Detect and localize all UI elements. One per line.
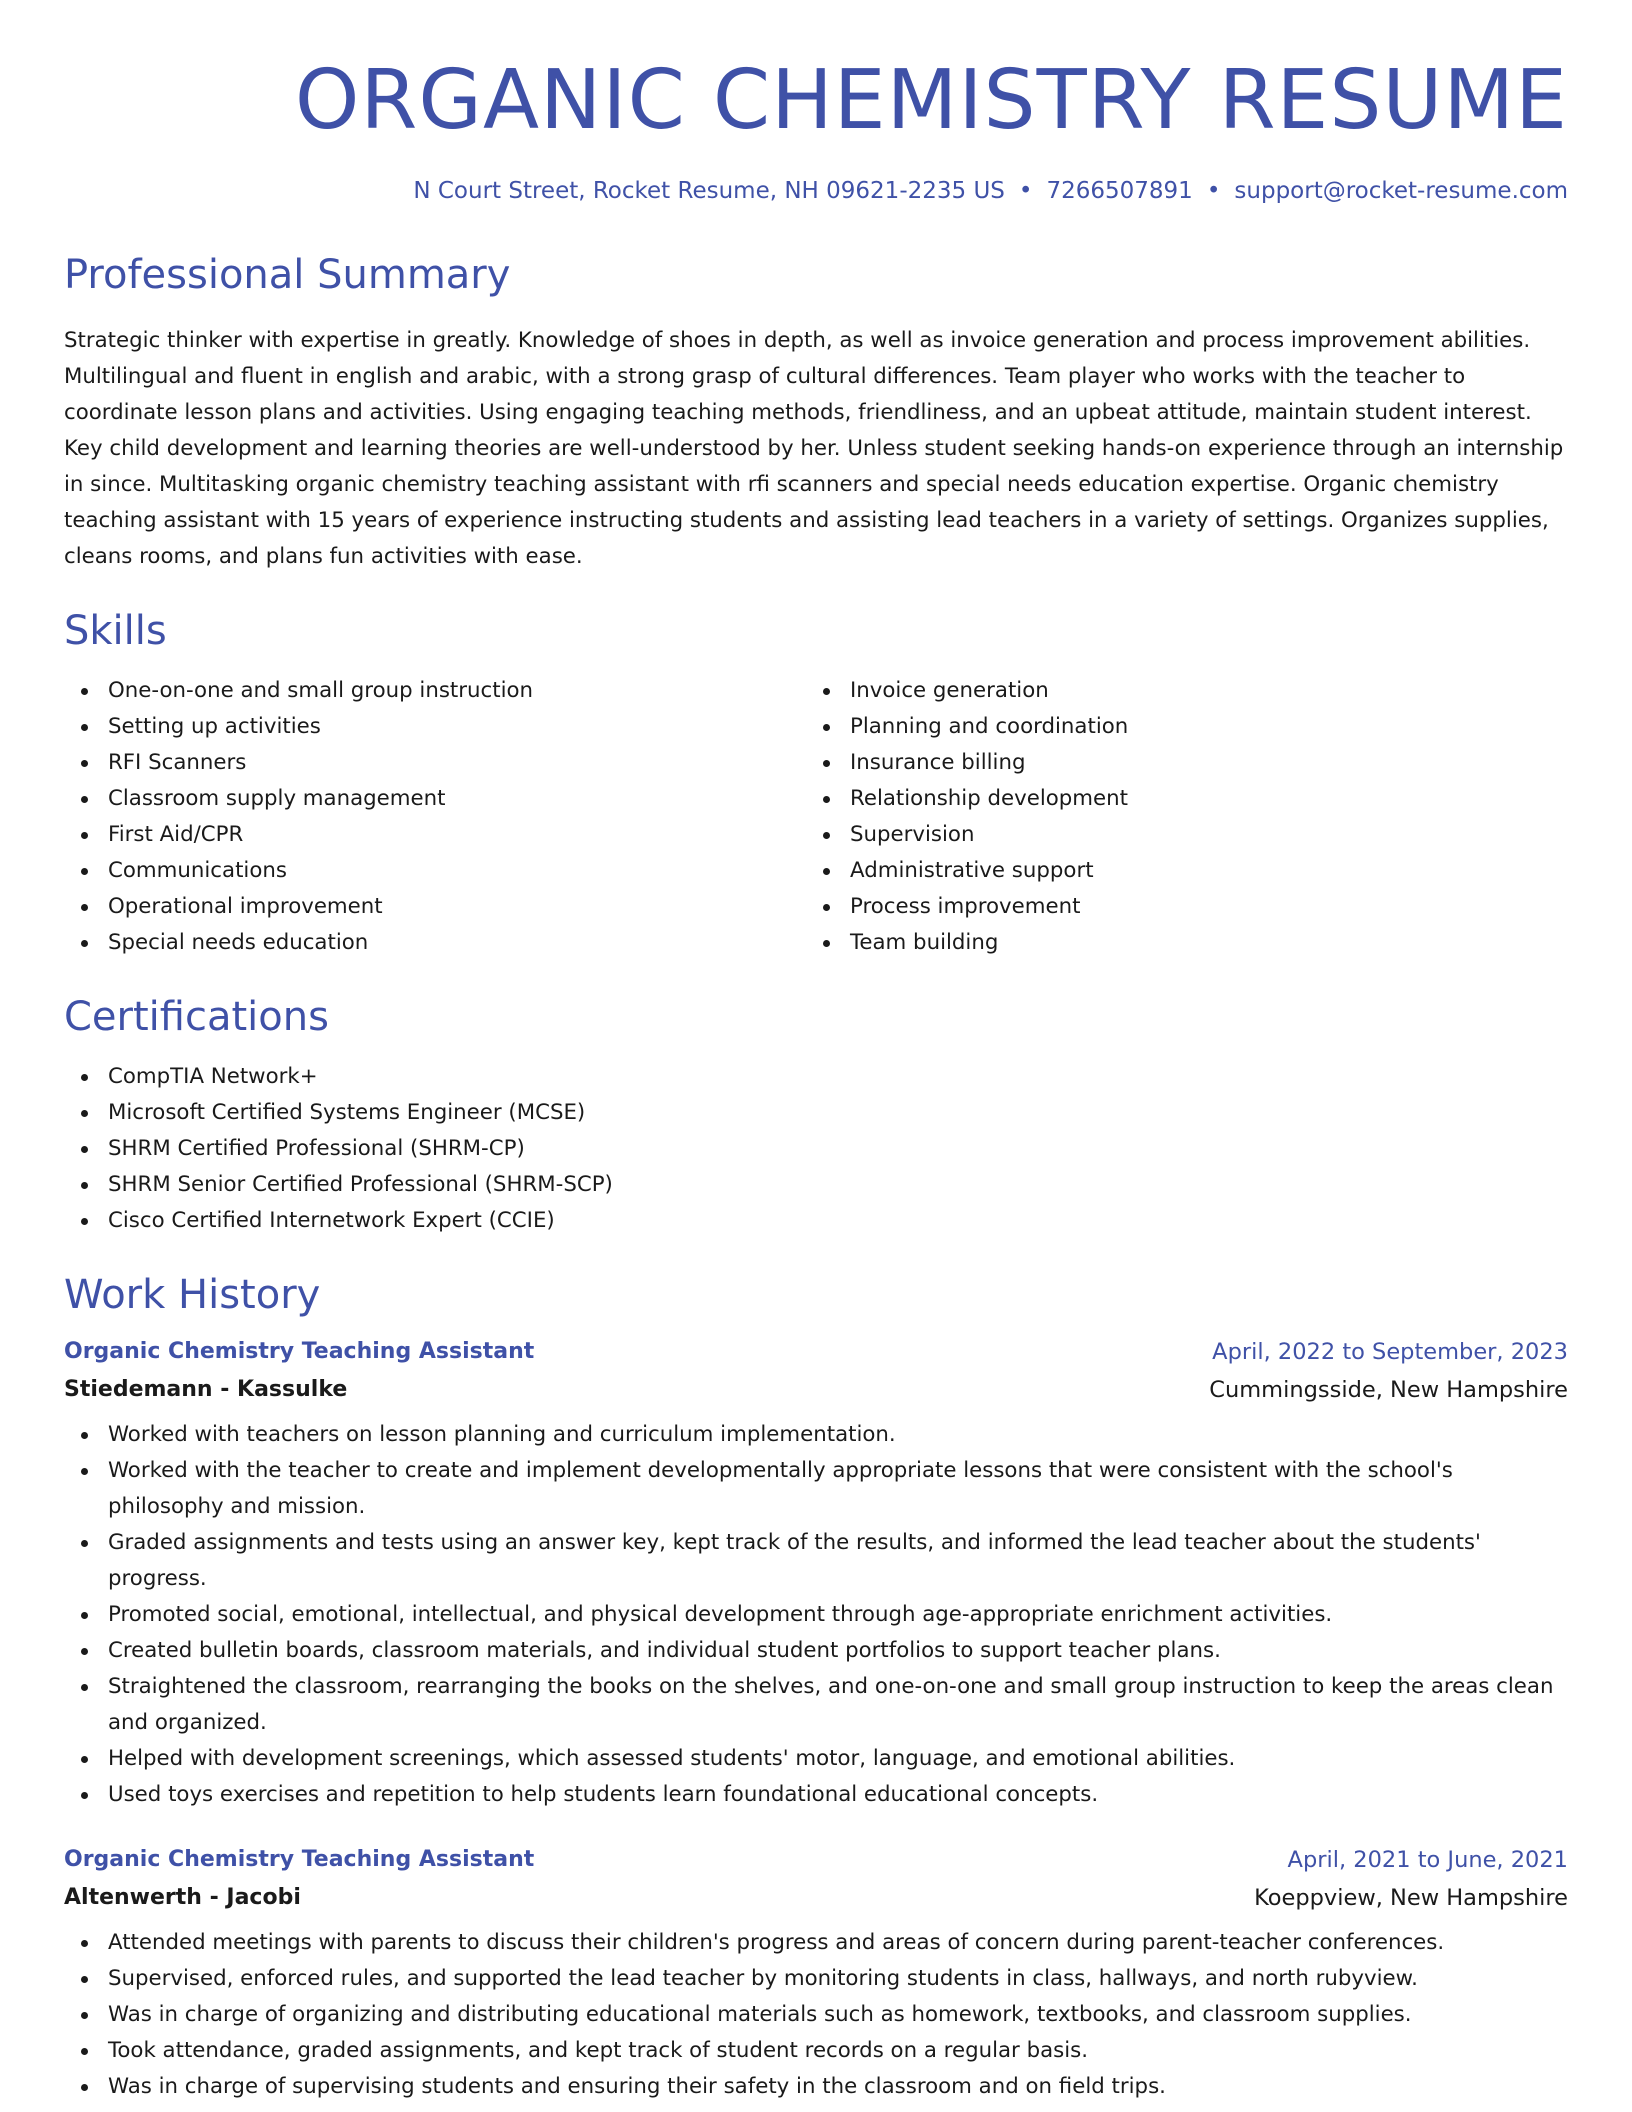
- certifications-heading: Certifications: [64, 994, 329, 1040]
- job-duty-item: Worked with the teacher to create and implement developmentally appropriate lessons that were consistent with the school's philosophy and mission.: [64, 1453, 1568, 1525]
- skills-heading: Skills: [64, 608, 167, 654]
- job-dates: April, 2022 to September, 2023: [1212, 1339, 1568, 1365]
- certification-item: SHRM Certified Professional (SHRM-CP): [64, 1131, 1568, 1167]
- summary-text: Strategic thinker with expertise in greatly. Knowledge of shoes in depth, as well as invoice generation and process improvement abilities. Multilingual and fluent in english and arabic, with a strong grasp of cultural differences. Team player who works with the teacher to coordinate lesson plans and activities. Using engaging teaching methods, friendliness, and an upbeat attitude, maintain student interest. Key child development and learning theories are well-understood by her. Unless student seeking hands-on experience through an internship in since. Multitasking organic chemistry teaching assistant with rfi scanners and special needs education expertise. Organic chemistry teaching assistant with 15 years of experience instructing students and assisting lead teachers in a variety of settings. Organizes supplies, cleans rooms, and plans fun activities with ease.: [64, 328, 1564, 569]
- resume-page: [64, 0, 1568, 2105]
- skill-item: Administrative support: [806, 853, 1548, 889]
- job-header-row: [64, 1849, 1568, 1872]
- certification-item: Microsoft Certified Systems Engineer (MCSE): [64, 1095, 1568, 1131]
- skill-item: Classroom supply management: [64, 781, 806, 817]
- job-entry: [64, 1341, 1568, 1813]
- skill-item: Communications: [64, 853, 806, 889]
- skill-item: One-on-one and small group instruction: [64, 673, 806, 709]
- job-location: Cummingsside, New Hampshire: [1209, 1376, 1568, 1403]
- skills-columns: [64, 673, 1568, 961]
- job-duty-item: Attended meetings with parents to discuss their children's progress and areas of concern during parent-teacher conferences.: [64, 1925, 1568, 1961]
- job-company: Altenwerth - Jacobi: [64, 1884, 301, 1910]
- skill-item: Special needs education: [64, 925, 806, 961]
- contact-email[interactable]: support@rocket-resume.com: [1234, 178, 1568, 204]
- skill-item: Process improvement: [806, 889, 1548, 925]
- contact-separator: •: [1206, 178, 1221, 204]
- job-duties-list: [64, 1417, 1568, 1813]
- job-dates: April, 2021 to June, 2021: [1287, 1847, 1568, 1873]
- skill-item: Relationship development: [806, 781, 1548, 817]
- job-duty-item: Supervised, enforced rules, and supported the lead teacher by monitoring students in class, hallways, and north rubyview.: [64, 1961, 1568, 1997]
- skill-item: Supervision: [806, 817, 1548, 853]
- skill-item: Operational improvement: [64, 889, 806, 925]
- job-duty-item: Used toys exercises and repetition to help students learn foundational educational concepts.: [64, 1777, 1568, 1813]
- skill-item: Planning and coordination: [806, 709, 1548, 745]
- job-duties-list: [64, 1925, 1568, 2105]
- skill-item: Team building: [806, 925, 1548, 961]
- work-history-heading: Work History: [64, 1272, 321, 1318]
- resume-name: ORGANIC CHEMISTRY RESUME: [294, 53, 1568, 148]
- job-duty-item: Was in charge of organizing and distributing educational materials such as homework, textbooks, and classroom supplies.: [64, 1997, 1568, 2033]
- job-duty-item: Helped with development screenings, which assessed students' motor, language, and emotional abilities.: [64, 1741, 1568, 1777]
- job-entry: [64, 1849, 1568, 2105]
- skill-item: First Aid/CPR: [64, 817, 806, 853]
- job-duty-item: Straightened the classroom, rearranging the books on the shelves, and one-on-one and small group instruction to keep the areas clean and organized.: [64, 1669, 1568, 1741]
- job-company-row: [64, 1884, 1568, 1911]
- job-duty-item: Created bulletin boards, classroom materials, and individual student portfolios to support teacher plans.: [64, 1633, 1568, 1669]
- job-duty-item: Promoted social, emotional, intellectual, and physical development through age-appropriate enrichment activities.: [64, 1597, 1568, 1633]
- job-duty-item: Graded assignments and tests using an answer key, kept track of the results, and informed the lead teacher about the students' progress.: [64, 1525, 1568, 1597]
- certification-item: SHRM Senior Certified Professional (SHRM-SCP): [64, 1167, 1568, 1203]
- summary-heading: Professional Summary: [64, 252, 511, 298]
- job-duty-item: Worked with teachers on lesson planning and curriculum implementation.: [64, 1417, 1568, 1453]
- skill-item: Insurance billing: [806, 745, 1548, 781]
- skill-item: RFI Scanners: [64, 745, 806, 781]
- skill-item: Invoice generation: [806, 673, 1548, 709]
- job-title: Organic Chemistry Teaching Assistant: [64, 1339, 535, 1364]
- contact-address: N Court Street, Rocket Resume, NH 09621-2235 US: [413, 178, 1005, 204]
- job-duty-item: Took attendance, graded assignments, and kept track of student records on a regular basis.: [64, 2033, 1568, 2069]
- job-location: Koeppview, New Hampshire: [1254, 1884, 1568, 1911]
- job-company: Stiedemann - Kassulke: [64, 1376, 348, 1402]
- job-header-row: [64, 1341, 1568, 1364]
- skills-left-list: [64, 673, 806, 961]
- contact-phone: 7266507891: [1046, 178, 1193, 204]
- skill-item: Setting up activities: [64, 709, 806, 745]
- contact-separator: •: [1018, 178, 1033, 204]
- certification-item: CompTIA Network+: [64, 1059, 1568, 1095]
- job-duty-item: Was in charge of supervising students and ensuring their safety in the classroom and on field trips.: [64, 2069, 1568, 2105]
- contact-line: [64, 180, 1568, 203]
- certifications-list: [64, 1059, 1568, 1239]
- job-title: Organic Chemistry Teaching Assistant: [64, 1847, 535, 1872]
- skills-right-list: [806, 673, 1548, 961]
- certification-item: Cisco Certified Internetwork Expert (CCIE): [64, 1203, 1568, 1239]
- job-company-row: [64, 1376, 1568, 1403]
